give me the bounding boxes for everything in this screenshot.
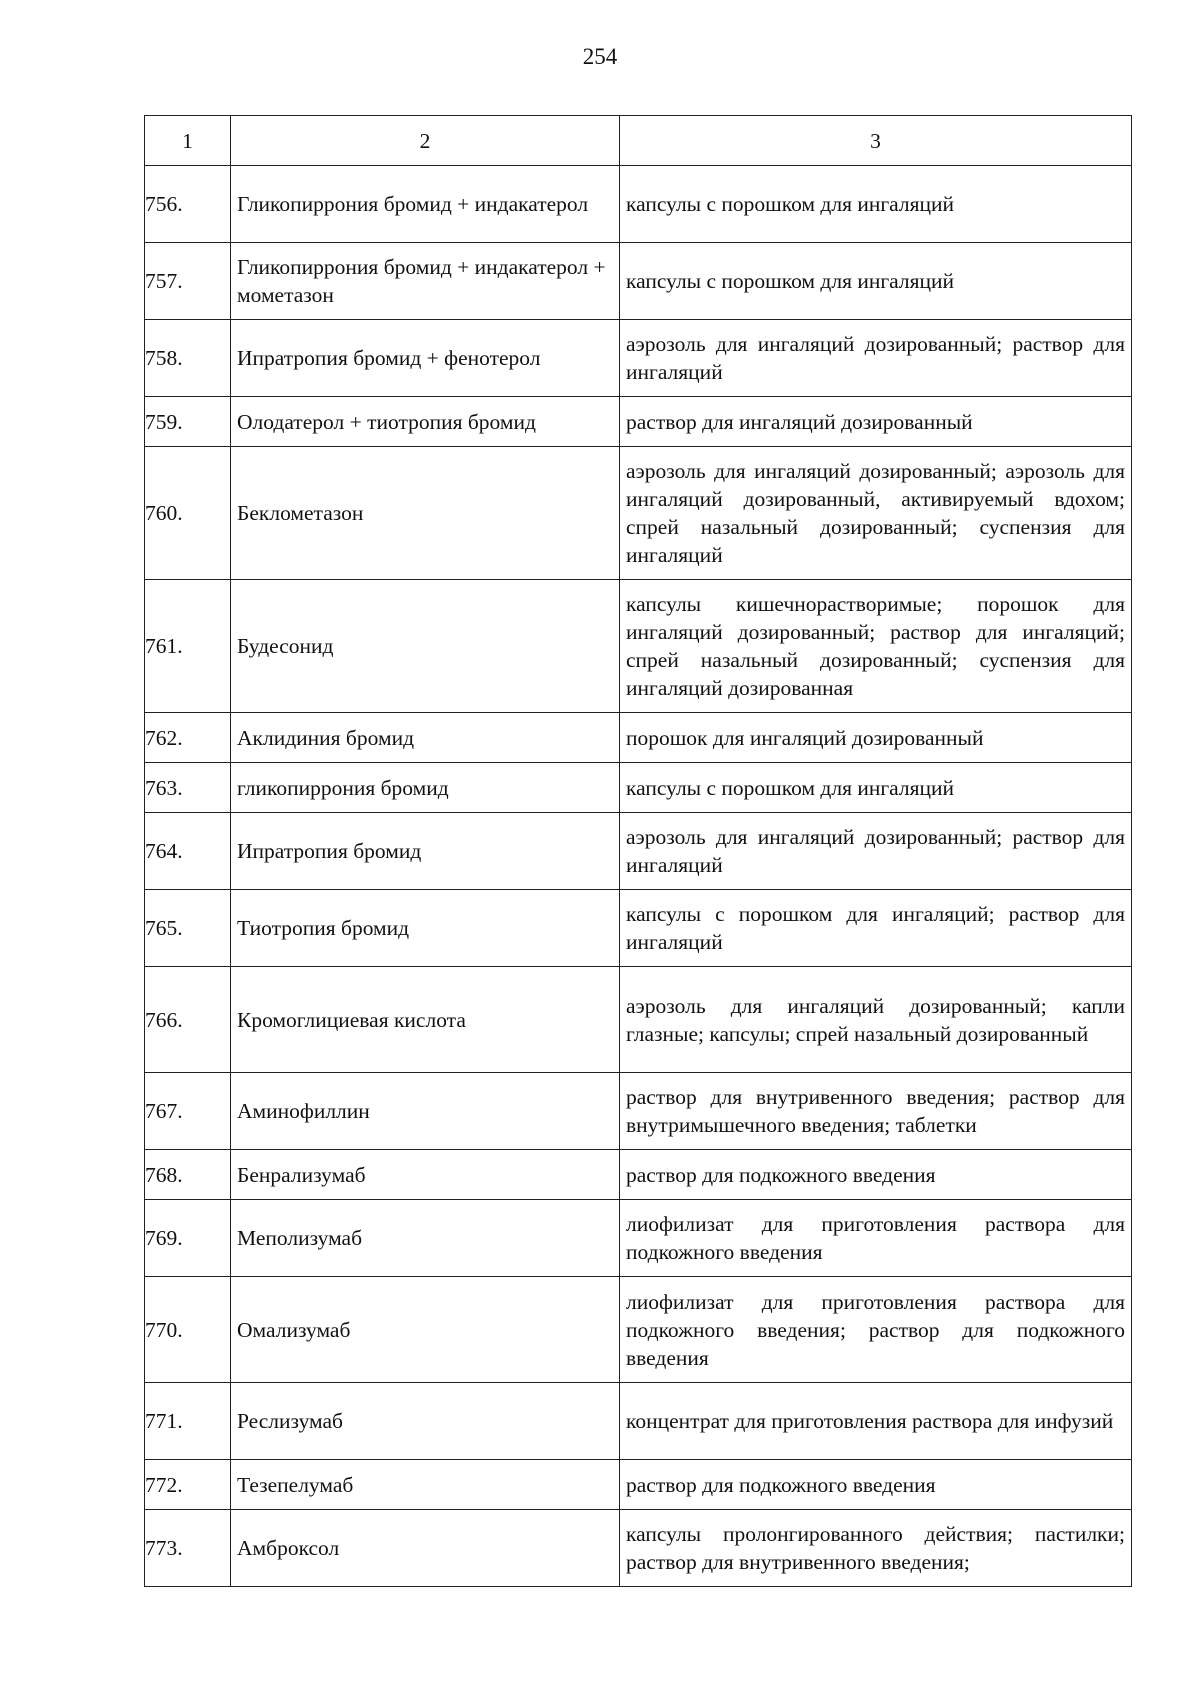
row-number: 759. — [145, 397, 231, 447]
dosage-form: аэрозоль для ингаляций дозированный; раствор для ингаляций — [620, 320, 1132, 397]
dosage-form: лиофилизат для приготовления раствора для подкожного введения; раствор для подкожного введения — [620, 1277, 1132, 1383]
table-row — [145, 1073, 1132, 1150]
dosage-form: концентрат для приготовления раствора для инфузий — [620, 1383, 1132, 1460]
drug-name: Беклометазон — [231, 447, 620, 580]
drug-name: Аклидиния бромид — [231, 713, 620, 763]
dosage-form: раствор для подкожного введения — [620, 1460, 1132, 1510]
table-row — [145, 967, 1132, 1073]
table-row — [145, 713, 1132, 763]
table-header-row — [145, 116, 1132, 166]
dosage-form: капсулы кишечнорастворимые; порошок для ингаляций дозированный; раствор для ингаляций; спрей назальный дозированный; суспензия для ингаляций дозированная — [620, 580, 1132, 713]
dosage-form: аэрозоль для ингаляций дозированный; раствор для ингаляций — [620, 813, 1132, 890]
drug-name: Тиотропия бромид — [231, 890, 620, 967]
drug-name: Ипратропия бромид + фенотерол — [231, 320, 620, 397]
row-number: 757. — [145, 243, 231, 320]
drug-name: Бенрализумаб — [231, 1150, 620, 1200]
table-row — [145, 320, 1132, 397]
table-row — [145, 813, 1132, 890]
dosage-form: аэрозоль для ингаляций дозированный; капли глазные; капсулы; спрей назальный дозированный — [620, 967, 1132, 1073]
drug-name: Реслизумаб — [231, 1383, 620, 1460]
drug-name: Омализумаб — [231, 1277, 620, 1383]
drug-name: Будесонид — [231, 580, 620, 713]
drug-name: Амброксол — [231, 1510, 620, 1587]
table-row — [145, 763, 1132, 813]
table-row — [145, 1277, 1132, 1383]
drug-name: Меполизумаб — [231, 1200, 620, 1277]
dosage-form: раствор для ингаляций дозированный — [620, 397, 1132, 447]
row-number: 765. — [145, 890, 231, 967]
drug-name: Тезепелумаб — [231, 1460, 620, 1510]
dosage-form: капсулы с порошком для ингаляций — [620, 166, 1132, 243]
table-row — [145, 580, 1132, 713]
row-number: 763. — [145, 763, 231, 813]
row-number: 766. — [145, 967, 231, 1073]
dosage-form: капсулы с порошком для ингаляций; раствор для ингаляций — [620, 890, 1132, 967]
table-row — [145, 397, 1132, 447]
row-number: 770. — [145, 1277, 231, 1383]
drug-name: Кромоглициевая кислота — [231, 967, 620, 1073]
table-row — [145, 1383, 1132, 1460]
page-number: 254 — [582, 44, 618, 69]
row-number: 761. — [145, 580, 231, 713]
row-number: 760. — [145, 447, 231, 580]
dosage-form: порошок для ингаляций дозированный — [620, 713, 1132, 763]
table-row — [145, 1150, 1132, 1200]
dosage-form: аэрозоль для ингаляций дозированный; аэрозоль для ингаляций дозированный, активируемый вдохом; спрей назальный дозированный; суспензия для ингаляций — [620, 447, 1132, 580]
row-number: 771. — [145, 1383, 231, 1460]
row-number: 772. — [145, 1460, 231, 1510]
table-row — [145, 890, 1132, 967]
row-number: 762. — [145, 713, 231, 763]
header-cell-1: 1 — [145, 116, 231, 166]
table-row — [145, 1460, 1132, 1510]
table-row — [145, 1510, 1132, 1587]
drug-name: Ипратропия бромид — [231, 813, 620, 890]
dosage-form: капсулы с порошком для ингаляций — [620, 763, 1132, 813]
drug-name: гликопиррония бромид — [231, 763, 620, 813]
row-number: 773. — [145, 1510, 231, 1587]
dosage-form: капсулы с порошком для ингаляций — [620, 243, 1132, 320]
dosage-form: капсулы пролонгированного действия; пастилки; раствор для внутривенного введения; — [620, 1510, 1132, 1587]
drug-name: Гликопиррония бромид + индакатерол + мометазон — [231, 243, 620, 320]
header-cell-2: 2 — [231, 116, 620, 166]
row-number: 768. — [145, 1150, 231, 1200]
dosage-form: раствор для подкожного введения — [620, 1150, 1132, 1200]
row-number: 767. — [145, 1073, 231, 1150]
row-number: 756. — [145, 166, 231, 243]
row-number: 764. — [145, 813, 231, 890]
drug-name: Аминофиллин — [231, 1073, 620, 1150]
table-row — [145, 166, 1132, 243]
drug-name: Гликопиррония бромид + индакатерол — [231, 166, 620, 243]
table-row — [145, 243, 1132, 320]
table-row — [145, 1200, 1132, 1277]
dosage-form: раствор для внутривенного введения; раствор для внутримышечного введения; таблетки — [620, 1073, 1132, 1150]
drug-name: Олодатерол + тиотропия бромид — [231, 397, 620, 447]
table-row — [145, 447, 1132, 580]
row-number: 758. — [145, 320, 231, 397]
drug-table — [144, 115, 1132, 1587]
row-number: 769. — [145, 1200, 231, 1277]
header-cell-3: 3 — [620, 116, 1132, 166]
dosage-form: лиофилизат для приготовления раствора для подкожного введения — [620, 1200, 1132, 1277]
